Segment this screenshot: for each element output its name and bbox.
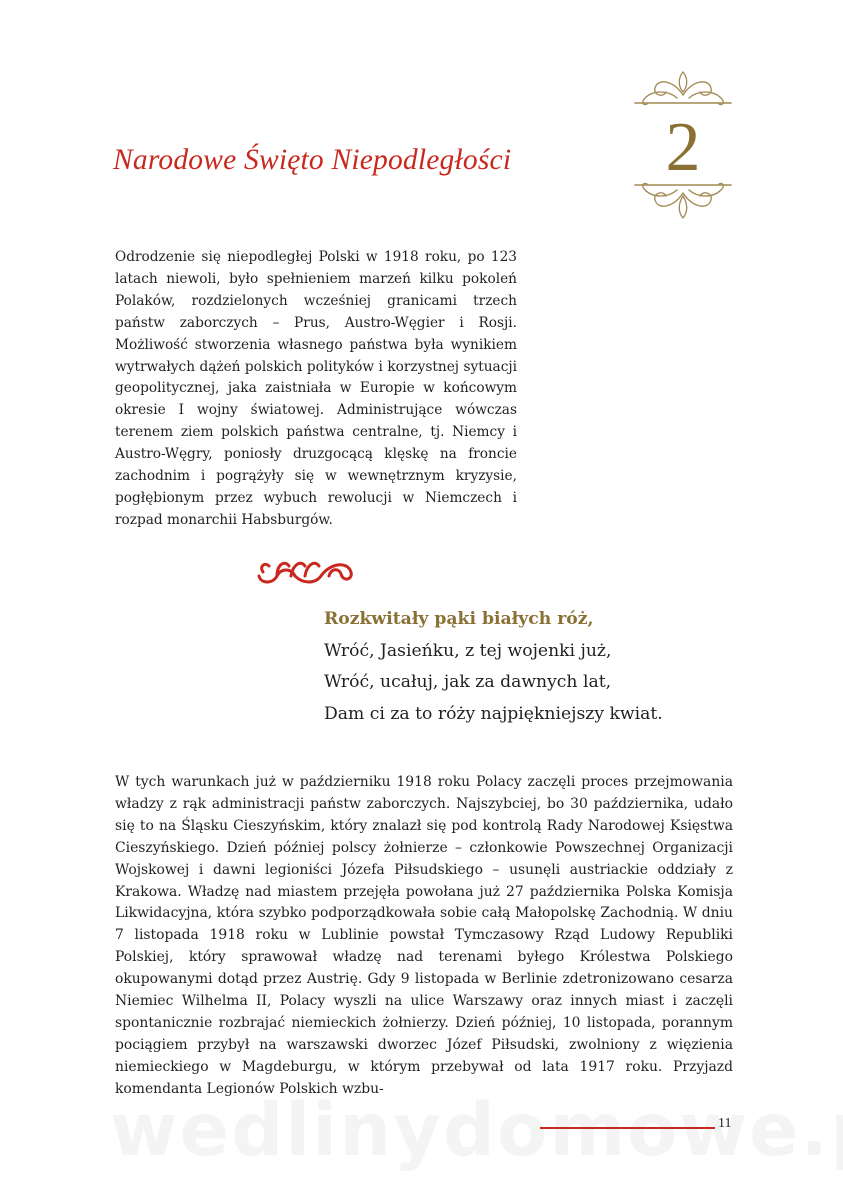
poem (324, 604, 663, 730)
footer-rule (540, 1127, 715, 1129)
swirl-ornament-icon (255, 554, 355, 586)
watermark (110, 1088, 843, 1173)
poem-line: Rozkwitały pąki białych róż, (324, 609, 594, 629)
poem-line: Wróć, ucałuj, jak za dawnych lat, (324, 672, 612, 692)
page-number: 11 (718, 1116, 732, 1131)
body-paragraph: W tych warunkach już w październiku 1918 roku Polacy zaczęli proces przejmowania władzy z rąk administracji państw zaborczych. Najszybciej, bo 30 października, udało się to na Śląsku Cieszyńskim, który znalazł się pod kontrolą Rady Narodowej Księstwa Cieszyńskiego. Dzień później polscy żołnierze – członkowie Powszechnej Organizacji Wojskowej i dawni legioniści Józefa Piłsudskiego – usunęli austriackie oddziały z Krakowa. Władzę nad miastem przejęła powołana już 27 października Polska Komisja Likwidacyjna, która szybko podporządkowała sobie całą Małopolskę Zachodnią. W dniu 7 listopada 1918 roku w Lublinie powstał Tymczasowy Rząd Ludowy Republiki Polskiej, który sprawował władzę nad terenami byłego Królestwa Polskiego okupowanymi dotąd przez Austrię. Gdy 9 listopada w Berlinie zdetronizowano cesarza Niemiec Wilhelma II, Polacy wyszli na ulice Warszawy oraz innych miast i zaczęli spontanicznie rozbrajać niemieckich żołnierzy. Dzień później, 10 listopada, porannym pociągiem przybył na warszawski dworzec Józef Piłsudski, zwolniony z więzienia niemieckiego w Magdeburgu, w którym przebywał od lata 1917 roku. Przyjazd komendanta Legionów Polskich wzbu- (115, 774, 733, 1097)
chapter-number: 2 (665, 109, 701, 186)
poem-line: Wróć, Jasieńku, z tej wojenki już, (324, 640, 612, 661)
intro-paragraph: Odrodzenie się niepodległej Polski w 1918 roku, po 123 latach niewoli, było spełnieniem marzeń kilku pokoleń Polaków, rozdzielonych wcześniej granicami trzech państw zaborczych – Prus, Austro-Węgier i Rosji. Możliwość stworzenia własnego państwa była wynikiem wytrwałych dążeń polskich polityków i korzystnej sytuacji geopolitycznej, jaka zaistniała w Europie w końcowym okresie I wojny światowej. Administrujące wówczas terenem ziem polskich państwa centralne, tj. Niemcy i Austro-Węgry, poniosły druzgocącą klęskę na froncie zachodnim i pogrążyły się w wewnętrznym kryzysie, pogłębionym przez wybuch rewolucji w Niemczech i rozpad monarchii Habsburgów. (115, 249, 517, 528)
poem-line: Dam ci za to róży najpiękniejszy kwiat. (324, 703, 663, 724)
chapter-title: Narodowe Święto Niepodległości (113, 144, 512, 176)
